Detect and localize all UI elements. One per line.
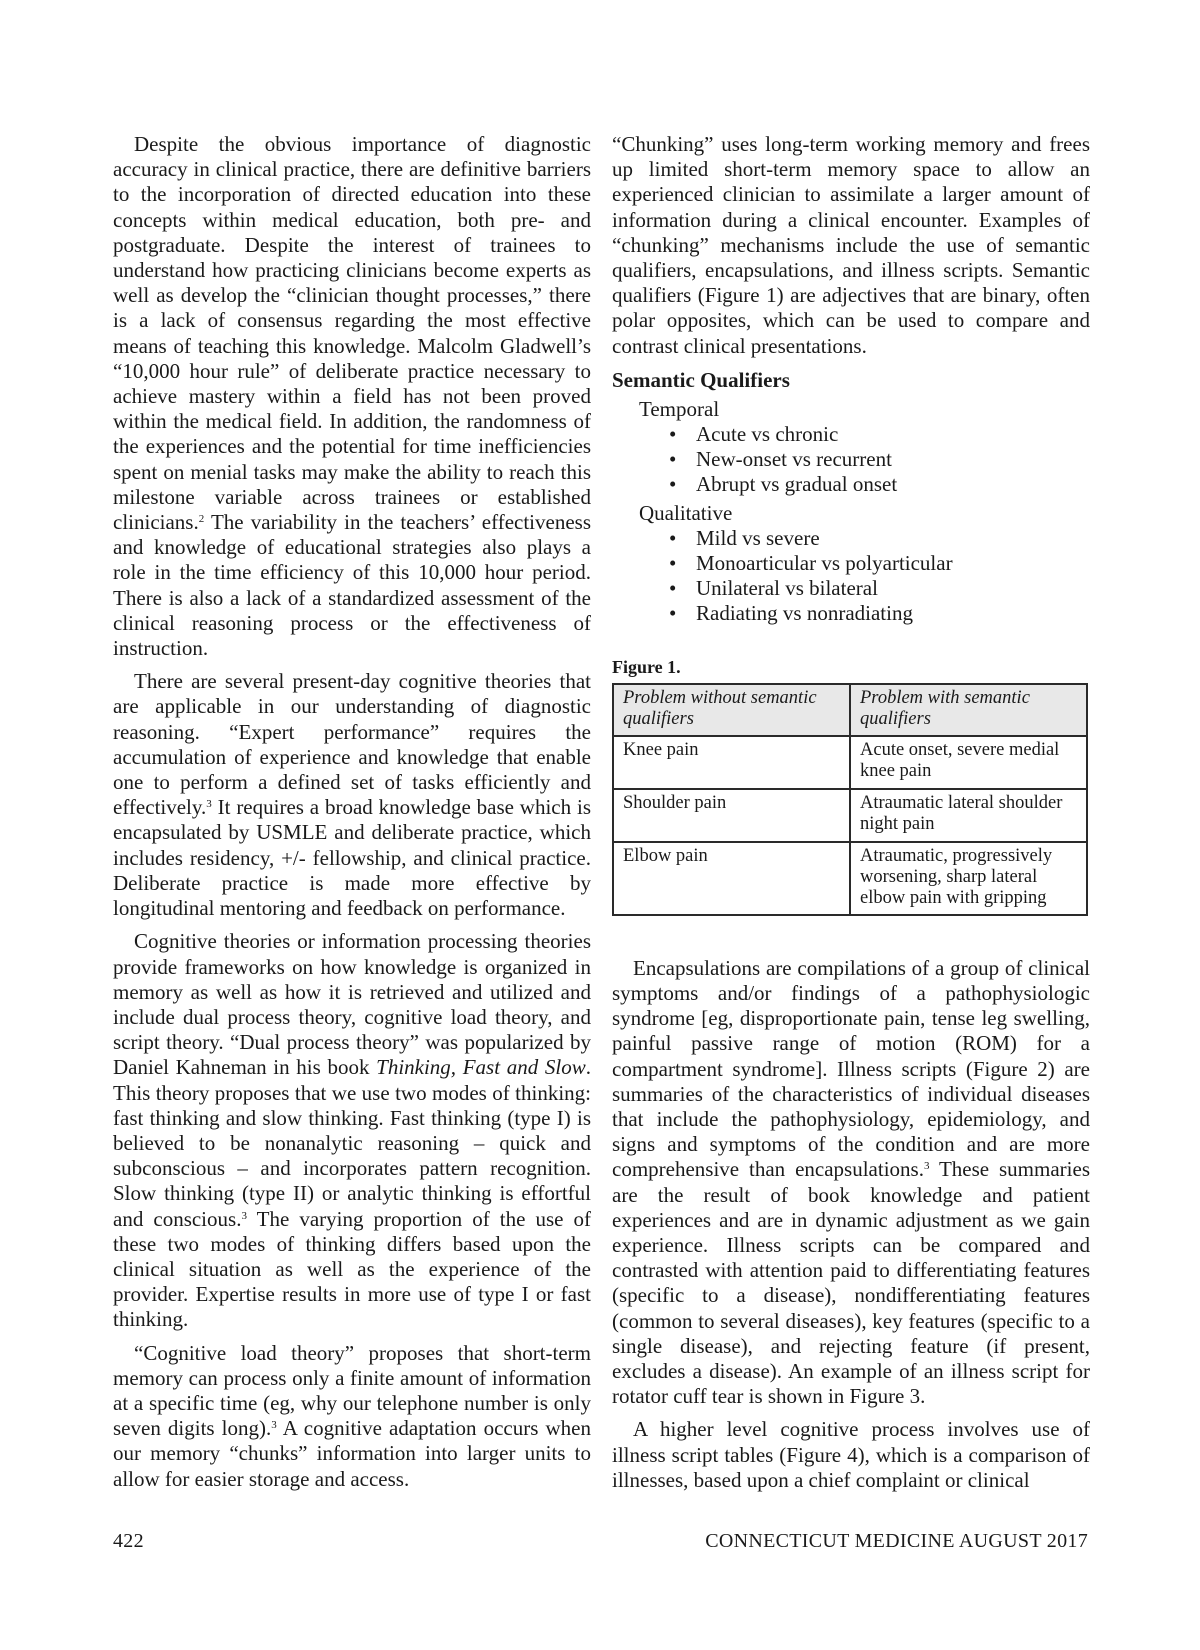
chunking-paragraph: “Chunking” uses long-term working memory and frees up limited short-term memory space to allow an experienced clinician to assimilate a larger amount of information during a clinical encounter. Examples of “chunking” mechanisms include the use of semantic qualifiers, encapsulations, and illness scripts. Semantic qualifiers (Figure 1) are adjectives that are binary, often polar opposites, which can be used to compare and contrast clinical presentations. xyxy=(612,132,1090,358)
table-cell: Knee pain xyxy=(613,736,850,789)
qualifier-group-label: Temporal xyxy=(639,396,720,421)
right-body-paragraph: A higher level cognitive process involves use of illness script tables (Figure 4), which is a comparison of illnesses, based upon a chief complaint or clinical xyxy=(612,1417,1090,1492)
list-item: • Unilateral vs bilateral xyxy=(669,576,1090,601)
qualifier-list xyxy=(612,422,1090,497)
table-cell: Atraumatic, progressively worsening, sharp lateral elbow pain with gripping xyxy=(850,842,1087,915)
table-row xyxy=(613,842,1087,915)
semantic-qualifiers-title: Semantic Qualifiers xyxy=(612,367,790,392)
header-with-qualifiers: Problem with semantic qualifiers xyxy=(850,684,1087,736)
list-item: • Acute vs chronic xyxy=(669,422,1090,447)
list-item: • Monoarticular vs polyarticular xyxy=(669,551,1090,576)
left-body-paragraph: Despite the obvious importance of diagnostic accuracy in clinical practice, there are definitive barriers to the incorporation of directed education into these concepts within medical education, both pre- and postgraduate. Despite the interest of trainees to understand how practicing clinicians become experts as well as develop the “clinician thought processes,” there is a lack of consensus regarding the most effective means of teaching this knowledge. Malcolm Gladwell’s “10,000 hour rule” of deliberate practice necessary to achieve mastery within a field has not been proved within the medical field. In addition, the randomness of the experiences and the potential for time inefficiencies spent on menial tasks may make the ability to reach this milestone variable across trainees or established clinicians.$^2$ The variability in the teachers’ effectiveness and knowledge of educational strategies also plays a role in the time efficiency of this 10,000 hour period. There is also a lack of a standardized assessment of the clinical reasoning process or the effectiveness of instruction. xyxy=(113,132,591,661)
right-body-paragraph: Encapsulations are compilations of a group of clinical symptoms and/or findings of a pathophysiologic syndrome [eg, disproportionate pain, tense leg swelling, painful passive range of motion (ROM) for a compartment syndrome]. Illness scripts (Figure 2) are summaries of the characteristics of individual diseases that include the pathophysiology, epidemiology, and signs and symptoms of the condition and are more comprehensive than encapsulations.$^3$ These summaries are the result of book knowledge and patient experiences and are in dynamic adjustment as we gain experience. Illness scripts can be compared and contrasted with attention paid to differentiating features (specific to a disease), nondifferentiating features (common to several diseases), key features (specific to a single disease), and rejecting feature (if present, excludes a disease). An example of an illness script for rotator cuff tear is shown in Figure 3. xyxy=(612,955,1090,1409)
table-cell: Shoulder pain xyxy=(613,789,850,842)
figure-1-table xyxy=(612,683,1088,916)
left-body-paragraph: “Cognitive load theory” proposes that short-term memory can process only a finite amount of information at a specific time (eg, why our telephone number is only seven digits long).$^3$ A cognitive adaptation occurs when our memory “chunks” information into larger units to allow for easier storage and access. xyxy=(113,1340,591,1491)
list-item: • New-onset vs recurrent xyxy=(669,447,1090,472)
list-item: • Radiating vs nonradiating xyxy=(669,601,1090,626)
figure-1-header-row xyxy=(613,684,1087,736)
figure-1-label: Figure 1. xyxy=(612,656,681,677)
semantic-qualifiers-list xyxy=(612,397,1090,626)
page-number: 422 xyxy=(113,1530,144,1552)
qualifier-group-label: Qualitative xyxy=(639,500,733,525)
qualifier-list xyxy=(612,526,1090,626)
left-body-paragraph: There are several present-day cognitive theories that are applicable in our understanding of diagnostic reasoning. “Expert performance” requires the accumulation of experience and knowledge that enable one to perform a defined set of tasks efficiently and effectively.$^3$ It requires a broad knowledge base which is encapsulated by USMLE and deliberate practice, which includes residency, +/- fellowship, and clinical practice. Deliberate practice is made more effective by longitudinal mentoring and feedback on performance. xyxy=(113,669,591,921)
running-head: CONNECTICUT MEDICINE AUGUST 2017 xyxy=(705,1530,1088,1552)
table-cell: Elbow pain xyxy=(613,842,850,915)
table-cell: Acute onset, severe medial knee pain xyxy=(850,736,1087,789)
header-without-qualifiers: Problem without semantic qualifiers xyxy=(613,684,850,736)
left-column xyxy=(113,132,591,1500)
list-item: • Mild vs severe xyxy=(669,526,1090,551)
table-cell: Atraumatic lateral shoulder night pain xyxy=(850,789,1087,842)
right-column xyxy=(612,132,1090,1501)
left-body-paragraph: Cognitive theories or information processing theories provide frameworks on how knowledge is organized in memory as well as how it is retrieved and utilized and include dual process theory, cognitive load theory, and script theory. “Dual process theory” was popularized by Daniel Kahneman in his book Thinking, Fast and Slow. This theory proposes that we use two modes of thinking: fast thinking and slow thinking. Fast thinking (type I) is believed to be nonanalytic reasoning – quick and subconscious – and incorporates pattern recognition. Slow thinking (type II) or analytic thinking is effortful and conscious.$^3$ The varying proportion of the use of these two modes of thinking differs based upon the clinical situation as well as the experience of the provider. Expertise results in more use of type I or fast thinking. xyxy=(113,929,591,1332)
table-row xyxy=(613,736,1087,789)
table-row xyxy=(613,789,1087,842)
list-item: • Abrupt vs gradual onset xyxy=(669,472,1090,497)
